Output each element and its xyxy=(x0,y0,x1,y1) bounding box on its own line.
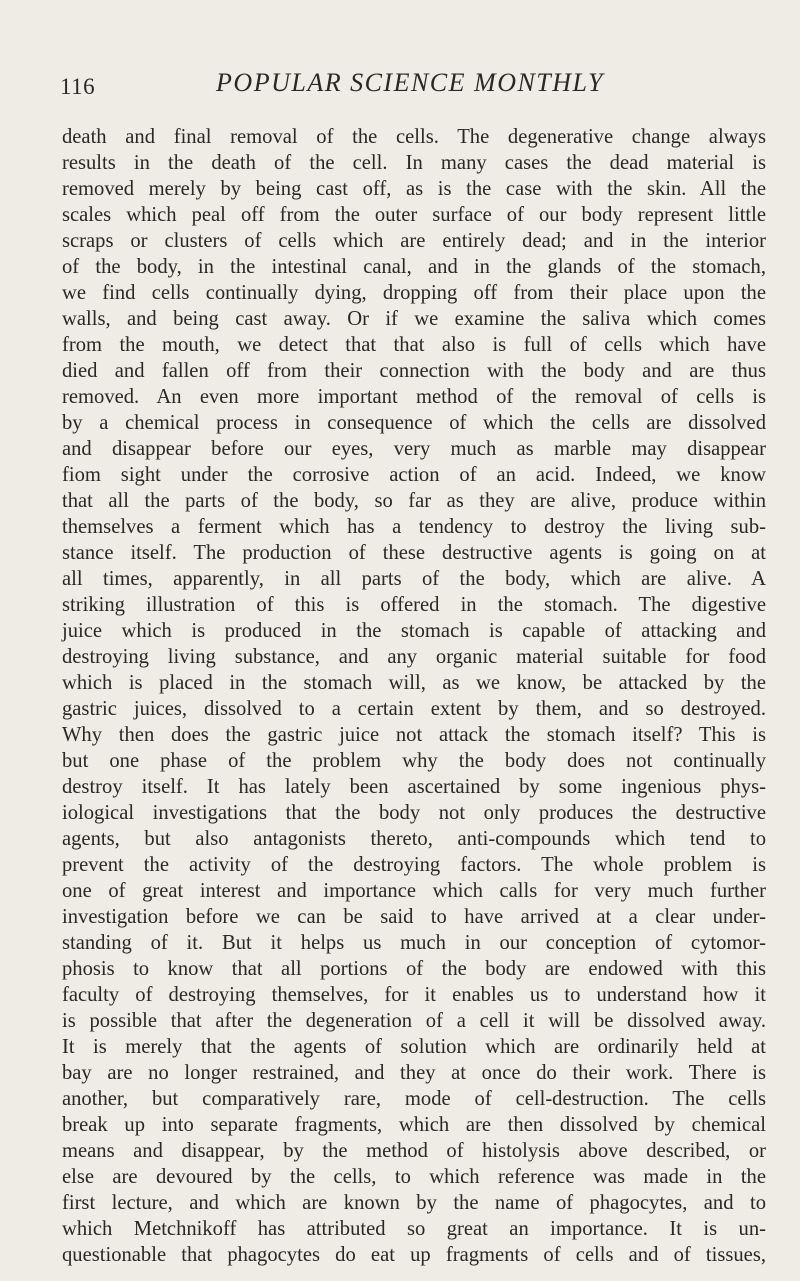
text-line: destroy itself. It has lately been ascertained by some ingenious phys- xyxy=(62,776,766,798)
text-line: standing of it. But it helps us much in our conception of cytomor- xyxy=(62,932,766,954)
text-line: removed merely by being cast off, as is the case with the skin. All the xyxy=(62,178,766,200)
text-line: and disappear before our eyes, very much as marble may disappear xyxy=(62,438,766,460)
text-line: else are devoured by the cells, to which reference was made in the xyxy=(62,1166,766,1188)
text-line: stance itself. The production of these destructive agents is going on at xyxy=(62,542,766,564)
text-line: scraps or clusters of cells which are entirely dead; and in the interior xyxy=(62,230,766,252)
text-line: first lecture, and which are known by the name of phagocytes, and to xyxy=(62,1192,766,1214)
text-line: agents, but also antagonists thereto, anti-compounds which tend to xyxy=(62,828,766,850)
text-line: another, but comparatively rare, mode of cell-destruction. The cells xyxy=(62,1088,766,1110)
text-line: walls, and being cast away. Or if we examine the saliva which comes xyxy=(62,308,766,330)
text-line: Why then does the gastric juice not attack the stomach itself? This is xyxy=(62,724,766,746)
text-line: phosis to know that all portions of the body are endowed with this xyxy=(62,958,766,980)
text-line: death and final removal of the cells. The degenerative change always xyxy=(62,126,766,148)
text-line: prevent the activity of the destroying factors. The whole problem is xyxy=(62,854,766,876)
text-line: gastric juices, dissolved to a certain extent by them, and so destroyed. xyxy=(62,698,766,720)
text-line: fiom sight under the corrosive action of an acid. Indeed, we know xyxy=(62,464,766,486)
text-line: by a chemical process in consequence of which the cells are dissolved xyxy=(62,412,766,434)
text-line: questionable that phagocytes do eat up fragments of cells and of tissues, xyxy=(62,1244,766,1266)
text-line: died and fallen off from their connection with the body and are thus xyxy=(62,360,766,382)
text-line: that all the parts of the body, so far as they are alive, produce within xyxy=(62,490,766,512)
text-line: is possible that after the degeneration of a cell it will be dissolved away. xyxy=(62,1010,766,1032)
text-line: faculty of destroying themselves, for it enables us to understand how it xyxy=(62,984,766,1006)
page-number: 116 xyxy=(60,74,96,99)
text-line: themselves a ferment which has a tendency to destroy the living sub- xyxy=(62,516,766,538)
text-line: bay are no longer restrained, and they at once do their work. There is xyxy=(62,1062,766,1084)
text-line: from the mouth, we detect that that also is full of cells which have xyxy=(62,334,766,356)
text-line: all times, apparently, in all parts of the body, which are alive. A xyxy=(62,568,766,590)
page-header xyxy=(60,68,760,108)
text-line: of the body, in the intestinal canal, and in the glands of the stomach, xyxy=(62,256,766,278)
text-line: but one phase of the problem why the body does not continually xyxy=(62,750,766,772)
running-head: POPULAR SCIENCE MONTHLY xyxy=(216,68,604,97)
text-line: break up into separate fragments, which are then dissolved by chemical xyxy=(62,1114,766,1136)
body-text xyxy=(62,124,766,1268)
text-line: investigation before we can be said to have arrived at a clear under- xyxy=(62,906,766,928)
text-line: results in the death of the cell. In many cases the dead material is xyxy=(62,152,766,174)
text-line: It is merely that the agents of solution which are ordinarily held at xyxy=(62,1036,766,1058)
text-line: iological investigations that the body not only produces the destructive xyxy=(62,802,766,824)
text-line: striking illustration of this is offered in the stomach. The digestive xyxy=(62,594,766,616)
text-line: removed. An even more important method of the removal of cells is xyxy=(62,386,766,408)
text-line: means and disappear, by the method of histolysis above described, or xyxy=(62,1140,766,1162)
text-line: we find cells continually dying, dropping off from their place upon the xyxy=(62,282,766,304)
text-line: which is placed in the stomach will, as we know, be attacked by the xyxy=(62,672,766,694)
text-line: destroying living substance, and any organic material suitable for food xyxy=(62,646,766,668)
text-line: one of great interest and importance which calls for very much further xyxy=(62,880,766,902)
text-line: scales which peal off from the outer surface of our body represent little xyxy=(62,204,766,226)
text-line: which Metchnikoff has attributed so great an importance. It is un- xyxy=(62,1218,766,1240)
text-line: juice which is produced in the stomach is capable of attacking and xyxy=(62,620,766,642)
